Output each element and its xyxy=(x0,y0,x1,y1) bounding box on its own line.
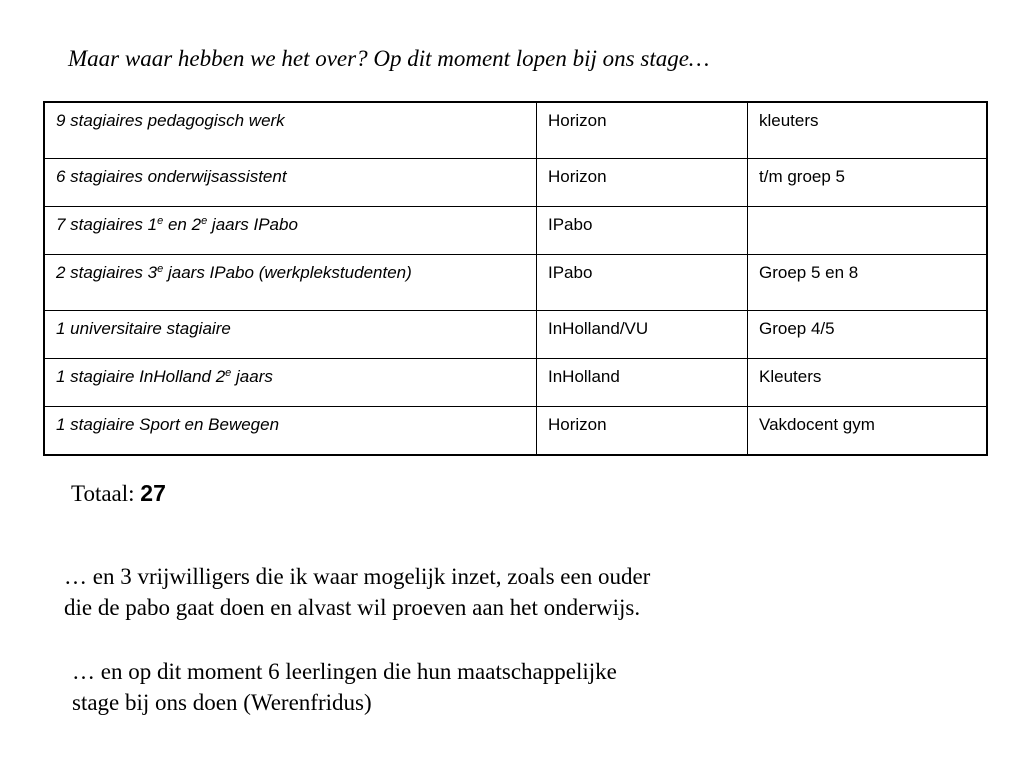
desc-part: jaars xyxy=(231,367,273,387)
paragraph-line: … en op dit moment 6 leerlingen die hun maatschappelijke xyxy=(72,659,617,684)
paragraph-line: … en 3 vrijwilligers die ik waar mogelijk inzet, zoals een ouder xyxy=(64,564,651,589)
volunteers-paragraph xyxy=(64,561,650,623)
row-group: Groep 4/5 xyxy=(748,311,988,359)
paragraph-line: die de pabo gaat doen en alvast wil proeven aan het onderwijs. xyxy=(64,595,641,620)
row-institution: Horizon xyxy=(537,102,748,158)
row-description xyxy=(44,206,537,254)
row-institution: InHolland/VU xyxy=(537,311,748,359)
row-description: 9 stagiaires pedagogisch werk xyxy=(44,102,537,158)
row-institution: Horizon xyxy=(537,407,748,455)
row-institution: IPabo xyxy=(537,254,748,310)
total-line xyxy=(71,480,166,507)
table-row xyxy=(44,102,987,158)
table-row xyxy=(44,158,987,206)
paragraph-line: stage bij ons doen (Werenfridus) xyxy=(72,690,372,715)
internship-table xyxy=(43,101,988,456)
desc-part: 1 stagiaire InHolland 2 xyxy=(56,367,226,387)
ordinal-sup: e xyxy=(225,367,232,380)
row-group: Kleuters xyxy=(748,359,988,407)
row-group: Vakdocent gym xyxy=(748,407,988,455)
desc-part: 7 stagiaires 1 xyxy=(56,214,158,234)
row-group: kleuters xyxy=(748,102,988,158)
desc-part: 2 stagiaires 3 xyxy=(56,262,158,282)
table-row xyxy=(44,359,987,407)
ordinal-sup: e xyxy=(201,214,208,227)
ordinal-sup: e xyxy=(157,262,164,275)
row-group: t/m groep 5 xyxy=(748,158,988,206)
row-description xyxy=(44,254,537,310)
row-institution: IPabo xyxy=(537,206,748,254)
table-row xyxy=(44,206,987,254)
desc-part: jaars IPabo (werkplekstudenten) xyxy=(163,262,412,282)
row-group: Groep 5 en 8 xyxy=(748,254,988,310)
ordinal-sup: e xyxy=(157,214,164,227)
page-heading: Maar waar hebben we het over? Op dit moment lopen bij ons stage… xyxy=(68,46,710,71)
desc-part: en 2 xyxy=(163,214,202,234)
students-paragraph xyxy=(72,656,617,718)
row-institution: Horizon xyxy=(537,158,748,206)
total-label: Totaal: xyxy=(71,481,141,506)
table-row xyxy=(44,311,987,359)
row-description: 1 universitaire stagiaire xyxy=(44,311,537,359)
row-institution: InHolland xyxy=(537,359,748,407)
row-group xyxy=(748,206,988,254)
row-description: 6 stagiaires onderwijsassistent xyxy=(44,158,537,206)
table-row xyxy=(44,407,987,455)
table-row xyxy=(44,254,987,310)
total-value: 27 xyxy=(140,480,166,506)
desc-part: jaars IPabo xyxy=(207,214,298,234)
row-description xyxy=(44,359,537,407)
row-description: 1 stagiaire Sport en Bewegen xyxy=(44,407,537,455)
